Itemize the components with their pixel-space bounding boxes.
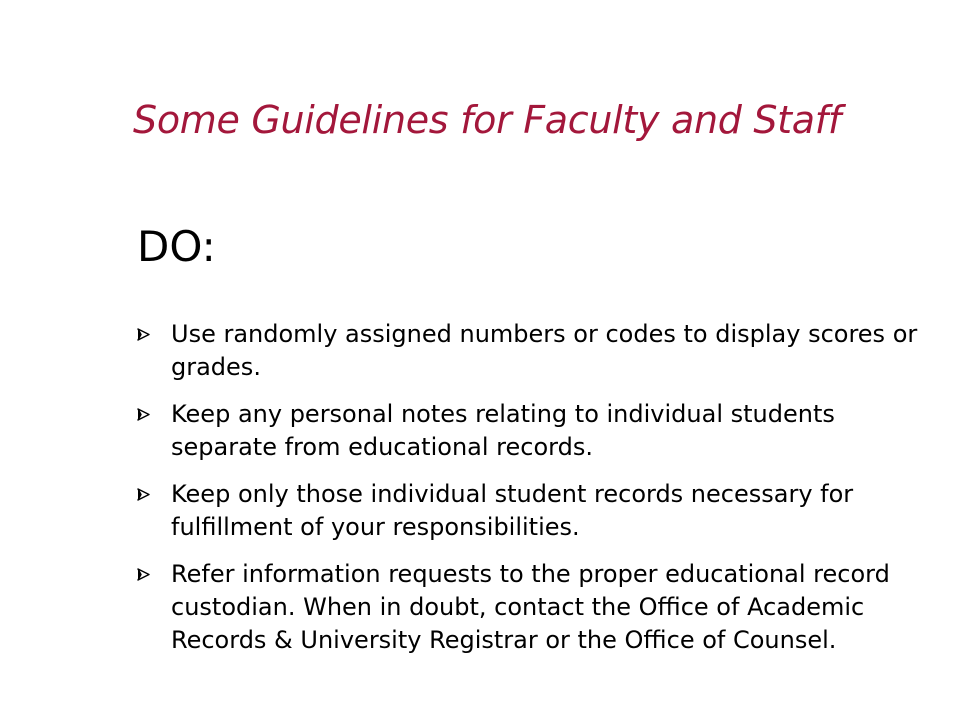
list-item: [137, 478, 937, 544]
list-item-text: Keep any personal notes relating to individual students separate from educational records.: [171, 400, 835, 461]
arrowhead-bullet-icon: [137, 488, 150, 501]
list-item: [137, 318, 937, 384]
list-item-text: Refer information requests to the proper educational record custodian. When in doubt, contact the Office of Academic Records & University Registrar or the Office of Counsel.: [171, 560, 890, 654]
list-item: [137, 558, 937, 657]
do-heading: DO:: [137, 222, 216, 271]
list-item: [137, 398, 937, 464]
list-item-text: Keep only those individual student records necessary for fulfillment of your responsibilities.: [171, 480, 854, 541]
slide-title: Some Guidelines for Faculty and Staff: [133, 98, 841, 142]
arrowhead-bullet-icon: [137, 328, 150, 341]
arrowhead-bullet-icon: [137, 568, 150, 581]
arrowhead-bullet-icon: [137, 408, 150, 421]
guidelines-list: [137, 318, 937, 671]
list-item-text: Use randomly assigned numbers or codes to display scores or grades.: [171, 320, 918, 381]
